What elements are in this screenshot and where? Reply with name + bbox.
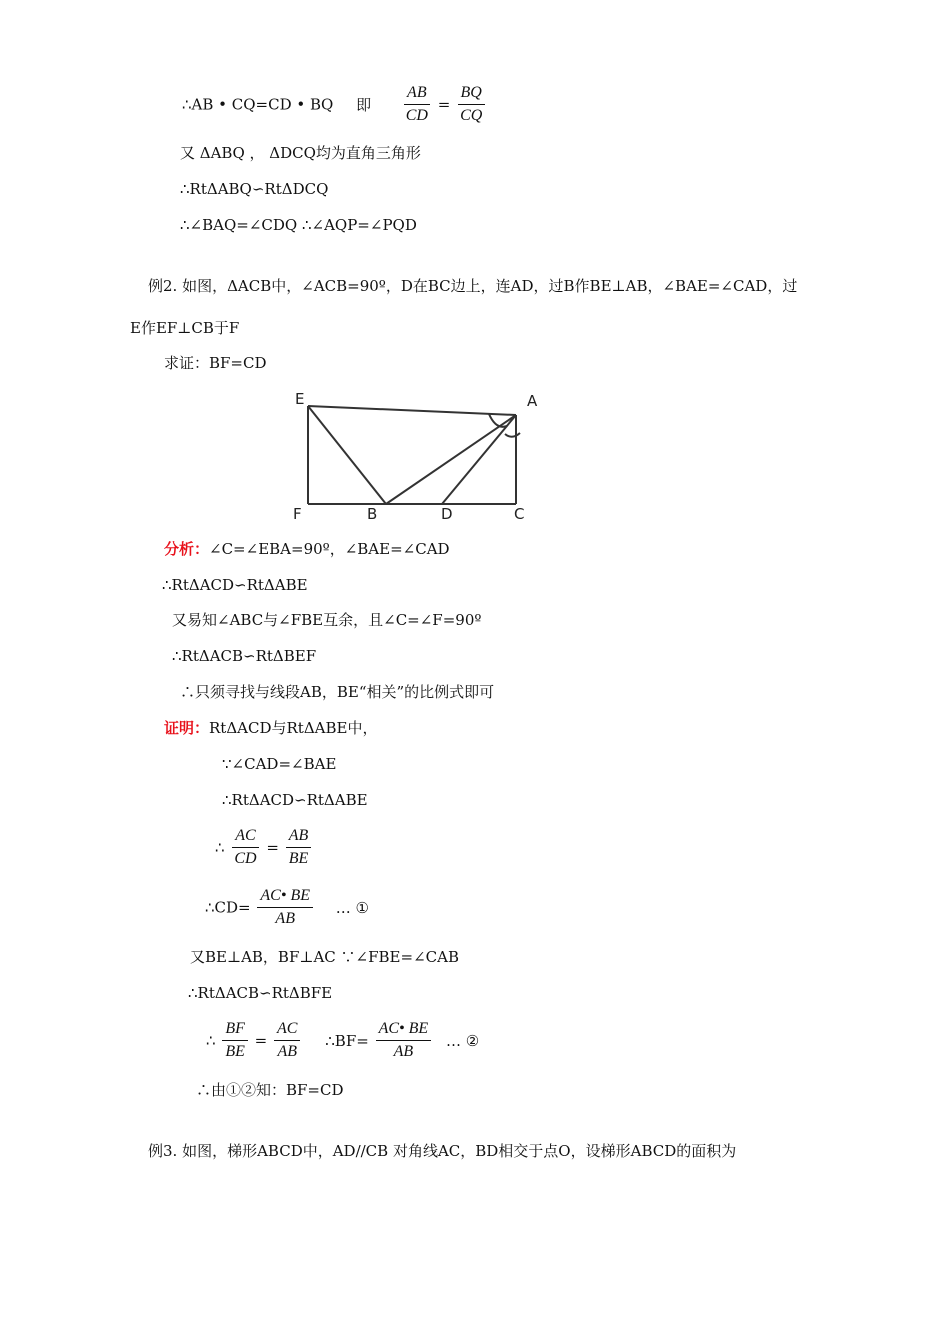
example2-statement-2: E作EF⊥CB于F	[130, 319, 240, 337]
numerator: AC• BE	[376, 1020, 432, 1041]
proof-cd-line: ∴CD= $\frac{AC• BE}{AB}$ … ①	[205, 887, 369, 927]
angle-arc-cad	[505, 433, 520, 437]
analysis-line-1	[164, 539, 450, 559]
line-angle-equal: ∴∠BAQ=∠CDQ ∴∠AQP=∠PQD	[180, 216, 417, 234]
segment-ad	[442, 415, 516, 504]
fraction-cd	[257, 887, 313, 928]
label-c: C	[514, 505, 525, 523]
analysis-line-2: ∴RtΔACD∽RtΔABE	[162, 576, 308, 594]
proof-ratio-line: ∴ $\frac{AC}{CD}$ = $\frac{AB}{BE}$	[215, 827, 313, 868]
label-d: D	[441, 505, 453, 523]
proof-conclusion: ∴由①②知：BF=CD	[196, 1081, 344, 1099]
numerator: AC	[232, 827, 258, 848]
analysis-line-3: 又易知∠ABC与∠FBE互余，且∠C=∠F=90º	[172, 611, 482, 629]
segment-eb	[308, 406, 386, 504]
numerator: AB	[404, 84, 430, 105]
segment-ea	[308, 406, 516, 415]
proof-line-3: ∴RtΔACD∽RtΔABE	[222, 791, 368, 809]
denominator: AB	[277, 1043, 298, 1060]
label-b: B	[367, 505, 378, 523]
denominator: CD	[234, 850, 257, 867]
fraction-ac-ab	[274, 1020, 300, 1061]
denominator: AB	[275, 910, 295, 927]
denominator: BE	[288, 850, 309, 867]
numerator: BQ	[458, 84, 485, 105]
denominator: CQ	[460, 107, 483, 124]
numerator: AC• BE	[257, 887, 313, 908]
label-e: E	[295, 390, 305, 408]
proof-label: 证明：	[164, 719, 210, 737]
proof-line-6: 又BE⊥AB，BF⊥AC ∵∠FBE=∠CAB	[190, 948, 459, 966]
line-ab-cq: ∴AB • CQ=CD • BQ 即 $\frac{AB}{CD}$ = $\frac{BQ}{CQ}$	[182, 84, 487, 125]
example2-statement-1: 例2. 如图，ΔACB中，∠ACB=90º，D在BC边上，连AD，过B作BE⊥AB，∠BAE=∠CAD，过	[148, 277, 798, 295]
denominator: BE	[225, 1043, 245, 1060]
numerator: AC	[274, 1020, 300, 1041]
fraction-ac-cd	[231, 827, 259, 868]
line-similar-abq-dcq: ∴RtΔABQ∽RtΔDCQ	[180, 180, 329, 198]
denominator: AB	[393, 1043, 414, 1060]
example3-statement: 例3. 如图，梯形ABCD中，AD//CB 对角线AC，BD相交于点O，设梯形ABCD的面积为	[148, 1142, 737, 1160]
proof-line-1	[164, 718, 377, 738]
geometry-figure	[286, 388, 546, 524]
fraction-ab-cd	[403, 84, 431, 125]
proof-line-7: ∴RtΔACB∽RtΔBFE	[188, 984, 333, 1002]
fraction-bf	[376, 1020, 432, 1061]
segment-ab	[386, 415, 516, 504]
analysis-line-5: ∴只须寻找与线段AB，BE“相关”的比例式即可	[180, 683, 495, 701]
proof-text: RtΔACD与RtΔABE中，	[209, 719, 378, 737]
line-right-triangles: 又 ΔABQ ， ΔDCQ均为直角三角形	[180, 144, 421, 162]
analysis-text: ∠C=∠EBA=90º，∠BAE=∠CAD	[209, 540, 450, 558]
proof-line-2: ∵∠CAD=∠BAE	[222, 755, 337, 773]
analysis-line-4: ∴RtΔACB∽RtΔBEF	[172, 647, 317, 665]
fraction-bf-be	[222, 1020, 248, 1061]
denominator: CD	[405, 107, 428, 124]
angle-arc-bae	[489, 414, 507, 427]
analysis-label: 分析：	[164, 540, 210, 558]
ji-text: 即	[356, 95, 372, 114]
proof-bf-line: ∴ $\frac{BF}{BE}$ = $\frac{AC}{AB}$ ∴BF= $\frac{AC• BE}{AB}$ … ②	[206, 1020, 480, 1060]
fraction-bq-cq	[457, 84, 485, 125]
label-f: F	[293, 505, 302, 523]
fraction-ab-be	[286, 827, 312, 868]
numerator: BF	[222, 1020, 248, 1041]
label-a: A	[527, 392, 538, 410]
mark-1: … ①	[335, 898, 369, 917]
example2-prove: 求证：BF=CD	[164, 354, 267, 372]
numerator: AB	[286, 827, 312, 848]
mark-2: … ②	[445, 1031, 480, 1050]
equation-text: ∴AB • CQ=CD • BQ	[182, 95, 334, 114]
